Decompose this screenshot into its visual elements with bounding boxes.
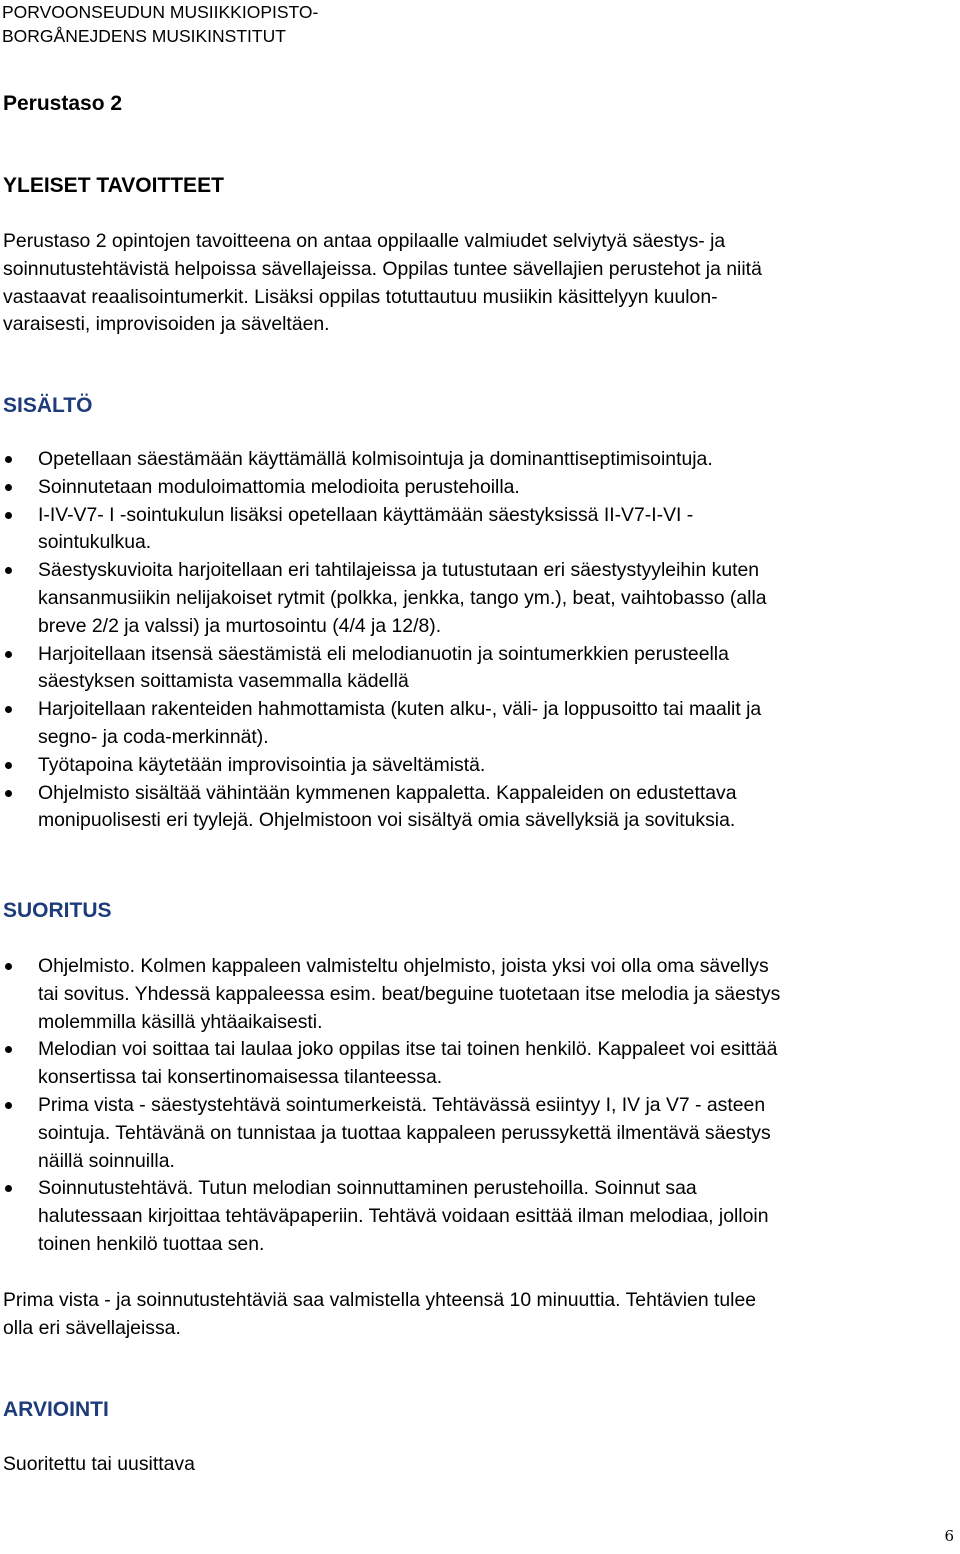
content-list — [0, 446, 950, 835]
list-item: Harjoitellaan itsensä säestämistä eli melodianuotin ja sointumerkkien perusteella säestyksen soittamista vasemmalla kädellä — [0, 641, 950, 697]
list-item: Työtapoina käytetään improvisointia ja säveltämistä. — [0, 752, 950, 780]
list-item: Soinnutustehtävä. Tutun melodian soinnuttaminen perustehoilla. Soinnut saa halutessaan kirjoittaa tehtäväpaperiin. Tehtävä voidaan esittää ilman melodiaa, jolloin toinen henkilö tuottaa sen. — [0, 1175, 950, 1258]
list-item: Säestyskuvioita harjoitellaan eri tahtilajeissa ja tutustutaan eri säestystyyleihin kuten kansanmusiikin nelijakoiset rytmit (polkka, jenkka, tango ym.), beat, vaihtobasso (alla breve 2/2 ja valssi) ja murtosointu (4/4 ja 12/8). — [0, 557, 950, 640]
list-item: I-IV-V7- I -sointukulun lisäksi opetellaan käyttämään säestyksissä II-V7-I-VI - sointukulkua. — [0, 502, 950, 558]
org-line-2: BORGÅNEJDENS MUSIKINSTITUT — [2, 26, 286, 46]
list-item: Melodian voi soittaa tai laulaa joko oppilas itse tai toinen henkilö. Kappaleet voi esittää konsertissa tai konsertinomaisessa tilanteessa. — [0, 1036, 950, 1092]
bullet-icon — [5, 456, 12, 463]
bullet-icon — [5, 1102, 12, 1109]
text-line: vastaavat reaalisointumerkit. Lisäksi oppilas totuttautuu musiikin käsittelyyn kuulon- — [3, 285, 718, 308]
performance-note — [3, 1287, 943, 1343]
general-goals-heading: YLEISET TAVOITTEET — [3, 174, 224, 197]
bullet-icon — [5, 1185, 12, 1192]
performance-heading: SUORITUS — [3, 899, 112, 922]
bullet-icon — [5, 484, 12, 491]
bullet-icon — [5, 706, 12, 713]
bullet-icon — [5, 963, 12, 970]
org-line-1: PORVOONSEUDUN MUSIIKKIOPISTO- — [2, 2, 319, 22]
bullet-icon — [5, 762, 12, 769]
assessment-heading: ARVIOINTI — [3, 1398, 109, 1421]
page-number: 6 — [944, 1527, 954, 1545]
bullet-icon — [5, 651, 12, 658]
text-line: Perustaso 2 opintojen tavoitteena on antaa oppilaalle valmiudet selviytyä säestys- ja — [3, 230, 726, 252]
bullet-icon — [5, 790, 12, 797]
list-item: Harjoitellaan rakenteiden hahmottamista (kuten alku-, väli- ja loppusoitto tai maalit ja segno- ja coda-merkinnät). — [0, 696, 950, 752]
bullet-icon — [5, 1046, 12, 1053]
text-line: olla eri sävellajeissa. — [3, 1316, 181, 1339]
bullet-icon — [5, 512, 12, 519]
list-item: Prima vista - säestystehtävä sointumerkeistä. Tehtävässä esiintyy I, IV ja V7 - asteen sointuja. Tehtävänä on tunnistaa ja tuottaa kappaleen perussykettä ilmentävä säestys näillä soinnuilla. — [0, 1092, 950, 1175]
assessment-text: Suoritettu tai uusittava — [3, 1453, 195, 1475]
text-line: soinnutustehtävistä helpoissa sävellajeissa. Oppilas tuntee sävellajien perustehot ja niitä — [3, 257, 762, 280]
bullet-icon — [5, 567, 12, 574]
organization-name — [2, 0, 318, 48]
general-goals-text — [3, 228, 943, 339]
list-item: Soinnutetaan moduloimattomia melodioita perustehoilla. — [0, 474, 950, 502]
list-item: Ohjelmisto. Kolmen kappaleen valmisteltu ohjelmisto, joista yksi voi olla oma sävellys tai sovitus. Yhdessä kappaleessa esim. beat/beguine tuotetaan itse melodia ja säestys molemmilla käsillä yhtäaikaisesti. — [0, 953, 950, 1036]
text-line: varaisesti, improvisoiden ja säveltäen. — [3, 313, 330, 336]
page-title: Perustaso 2 — [3, 92, 123, 115]
content-heading: SISÄLTÖ — [3, 394, 93, 417]
performance-list — [0, 953, 950, 1259]
list-item: Opetellaan säestämään käyttämällä kolmisointuja ja dominanttiseptimisointuja. — [0, 446, 950, 474]
text-line: Prima vista - ja soinnutustehtäviä saa valmistella yhteensä 10 minuuttia. Tehtävien tulee — [3, 1289, 757, 1311]
list-item: Ohjelmisto sisältää vähintään kymmenen kappaletta. Kappaleiden on edustettava monipuolisesti eri tyylejä. Ohjelmistoon voi sisältyä omia sävellyksiä ja sovituksia. — [0, 780, 950, 836]
